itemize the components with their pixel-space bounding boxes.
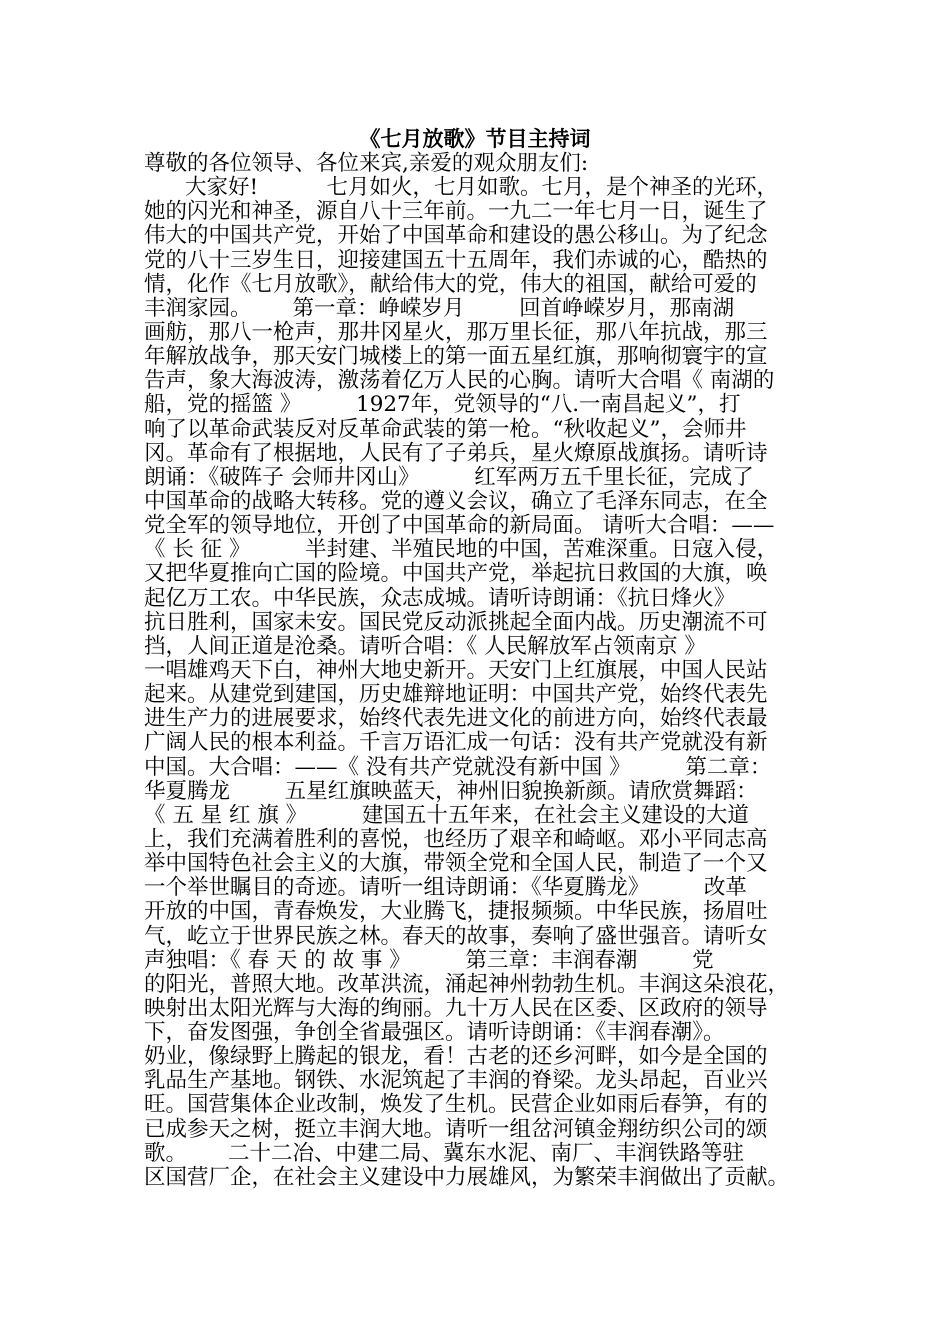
text-line: 挡，人间正道是沧桑。请听合唱：《 人民解放军占领南京 》: [144, 633, 706, 659]
text-line: 中国革命的战略大转移。党的遵义会议，确立了毛泽东同志，在全: [144, 488, 768, 514]
text-line: 开放的中国，青春焕发，大业腾飞，捷报频频。中华民族，扬眉吐: [144, 899, 768, 925]
text-line: 冈。革命有了根据地，人民有了子弟兵，星火燎原战旗扬。请听诗: [144, 440, 768, 466]
text-line: 举中国特色社会主义的大旗，带领全党和全国人民，制造了一个又: [144, 851, 768, 877]
text-line: 区国营厂企，在社会主义建设中力展雄风，为繁荣丰润做出了贡献。: [144, 1164, 790, 1190]
text-line: 抗日胜利，国家未安。国民党反动派挑起全面内战。历史潮流不可: [144, 609, 768, 635]
text-line: 响了以革命武装反对反革命武装的第一枪。“秋收起义”，会师井: [144, 416, 747, 442]
text-line: 上，我们充满着胜利的喜悦，也经历了艰辛和崎岖。邓小平同志高: [144, 826, 768, 852]
text-line: 党的八十三岁生日，迎接建国五十五周年，我们赤诚的心，酷热的: [144, 247, 768, 273]
text-line: 已成参天之树，挺立丰润大地。请听一组岔河镇金翔纺织公司的颂: [144, 1116, 768, 1142]
text-line: 一个举世瞩目的奇迹。请听一组诗朗诵：《华夏腾龙》 改革: [144, 875, 747, 901]
text-line: 乳品生产基地。钢铁、水泥筑起了丰润的脊梁。龙头昂起，百业兴: [144, 1068, 768, 1094]
text-line: 华夏腾龙 五星红旗映蓝天，神州旧貌换新颜。请欣赏舞蹈：: [144, 778, 758, 804]
text-line: 党全军的领导地位，开创了中国革命的新局面。 请听大合唱：——: [144, 513, 775, 539]
text-line: 的阳光，普照大地。改革洪流，涌起神州勃勃生机。丰润这朵浪花，: [144, 971, 790, 997]
text-line: 告声，象大海波涛，激荡着亿万人民的心胸。请听大合唱《 南湖的: [144, 368, 775, 394]
text-line: 画舫，那八一枪声，那井冈星火，那万里长征，那八年抗战，那三: [144, 319, 768, 345]
text-line: 尊敬的各位领导、各位来宾,亲爱的观众朋友们:: [144, 151, 589, 176]
text-line: 船，党的摇篮 》 1927年，党领导的“八.一南昌起义”，打: [144, 392, 741, 418]
text-line: 起亿万工农。中华民族，众志成城。请听诗朗诵：《抗日烽火》: [144, 585, 736, 611]
text-line: 声独唱：《 春 天 的 故 事 》 第三章：丰润春潮 党: [144, 947, 714, 973]
text-line: 旺。国营集体企业改制，焕发了生机。民营企业如雨后春笋，有的: [144, 1092, 768, 1118]
text-line: 伟大的中国共产党，开始了中国革命和建设的愚公移山。为了纪念: [144, 223, 768, 249]
text-line: 情，化作《七月放歌》，献给伟大的党，伟大的祖国，献给可爱的: [144, 271, 757, 297]
text-line: 广阔人民的根本利益。千言万语汇成一句话：没有共产党就没有新: [144, 730, 768, 756]
document-body: [144, 152, 816, 1190]
text-line: 朗诵：《破阵子 会师井冈山》 红军两万五千里长征，完成了: [144, 464, 754, 490]
text-line: 进生产力的进展要求，始终代表先进文化的前进方向，始终代表最: [144, 706, 768, 732]
text-line: 奶业，像绿野上腾起的银龙，看！古老的还乡河畔，如今是全国的: [144, 1044, 768, 1070]
text-line: 起来。从建党到建国，历史雄辩地证明：中国共产党，始终代表先: [144, 682, 768, 708]
text-line: 下，奋发图强，争创全省最强区。请听诗朗诵：《丰润春潮》。: [144, 1020, 725, 1046]
text-line: 又把华夏推向亡国的险境。中国共产党，举起抗日救国的大旗，唤: [144, 561, 768, 587]
text-line: 丰润家园。 第一章：峥嵘岁月 回首峥嵘岁月，那南湖: [144, 295, 735, 321]
text-line: 中国。大合唱：——《 没有共产党就没有新中国 》 第二章：: [144, 754, 772, 780]
text-line: 大家好! 七月如火，七月如歌。七月，是个神圣的光环，: [144, 175, 778, 201]
text-line: 歌。 二十二冶、中建二局、冀东水泥、南厂、丰润铁路等驻: [144, 1140, 745, 1166]
text-line: 《 五 星 红 旗 》 建国五十五年来，在社会主义建设的大道: [144, 802, 749, 828]
text-line: 映射出太阳光辉与大海的绚丽。九十万人民在区委、区政府的领导: [144, 995, 768, 1021]
text-line: 气，屹立于世界民族之林。春天的故事，奏响了盛世强音。请听女: [144, 923, 768, 949]
text-line: 一唱雄鸡天下白，神州大地史新开。天安门上红旗展，中国人民站: [144, 657, 768, 683]
text-line: 年解放战争，那天安门城楼上的第一面五星红旗，那响彻寰宇的宣: [144, 344, 768, 370]
document-title: 《七月放歌》节目主持词: [359, 126, 591, 151]
text-line: 她的闪光和神圣，源自八十三年前。一九二一年七月一日，诞生了: [144, 199, 768, 225]
text-line: 《 长 征 》 半封建、半殖民地的中国，苦难深重。日寇入侵，: [144, 537, 779, 563]
